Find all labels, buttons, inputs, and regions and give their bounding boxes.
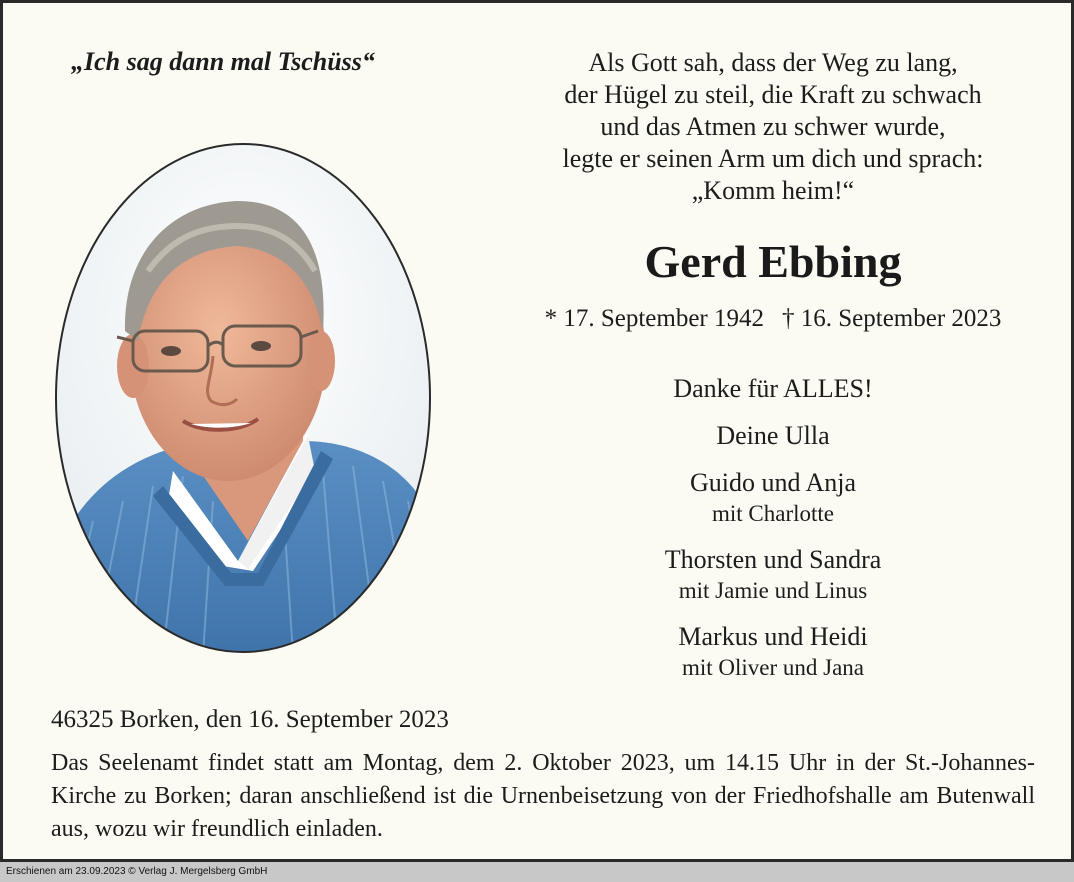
poem-line: der Hügel zu steil, die Kraft zu schwach [564, 80, 982, 109]
death-date: † 16. September 2023 [782, 305, 1002, 332]
family-children: mit Charlotte [711, 501, 834, 526]
poem [523, 47, 1023, 207]
birth-date: * 17. September 1942 [544, 305, 764, 332]
family-names: Guido und Anja [689, 468, 857, 497]
family-children: mit Jamie und Linus [678, 578, 868, 603]
place-date: 46325 Borken, den 16. September 2023 [51, 706, 449, 733]
family-group [523, 544, 1023, 606]
family-signatures [523, 373, 1023, 698]
poem-line: Als Gott sah, dass der Weg zu lang, [588, 48, 958, 77]
family-names: Deine Ulla [716, 421, 830, 450]
family-names: Markus und Heidi [678, 622, 868, 651]
poem-line: legte er seinen Arm um dich und sprach: [562, 144, 984, 173]
family-names: Thorsten und Sandra [664, 545, 882, 574]
life-dates [513, 305, 1033, 333]
deceased-name: Gerd Ebbing [644, 236, 902, 287]
poem-line: „Komm heim!“ [691, 176, 855, 205]
portrait-image [53, 141, 433, 655]
thanks-line: Danke für ALLES! [673, 374, 873, 403]
service-announcement: Das Seelenamt findet statt am Montag, dem 2. Oktober 2023, um 14.15 Uhr in der St.-Johannes-Kirche zu Borken; daran anschließend ist die Urnenbeisetzung von der Friedhofshalle am Butenwall aus, wozu wir freundlich einladen. [51, 750, 1035, 842]
family-group [523, 621, 1023, 683]
portrait-photo [53, 141, 433, 655]
family-group [523, 467, 1023, 529]
poem-line: und das Atmen zu schwer wurde, [600, 112, 946, 141]
publication-footer: Erschienen am 23.09.2023 © Verlag J. Mergelsberg GmbH [0, 862, 1074, 882]
family-children: mit Oliver und Jana [681, 655, 865, 680]
motto-quote: „Ich sag dann mal Tschüss“ [71, 47, 375, 76]
family-group [523, 420, 1023, 452]
